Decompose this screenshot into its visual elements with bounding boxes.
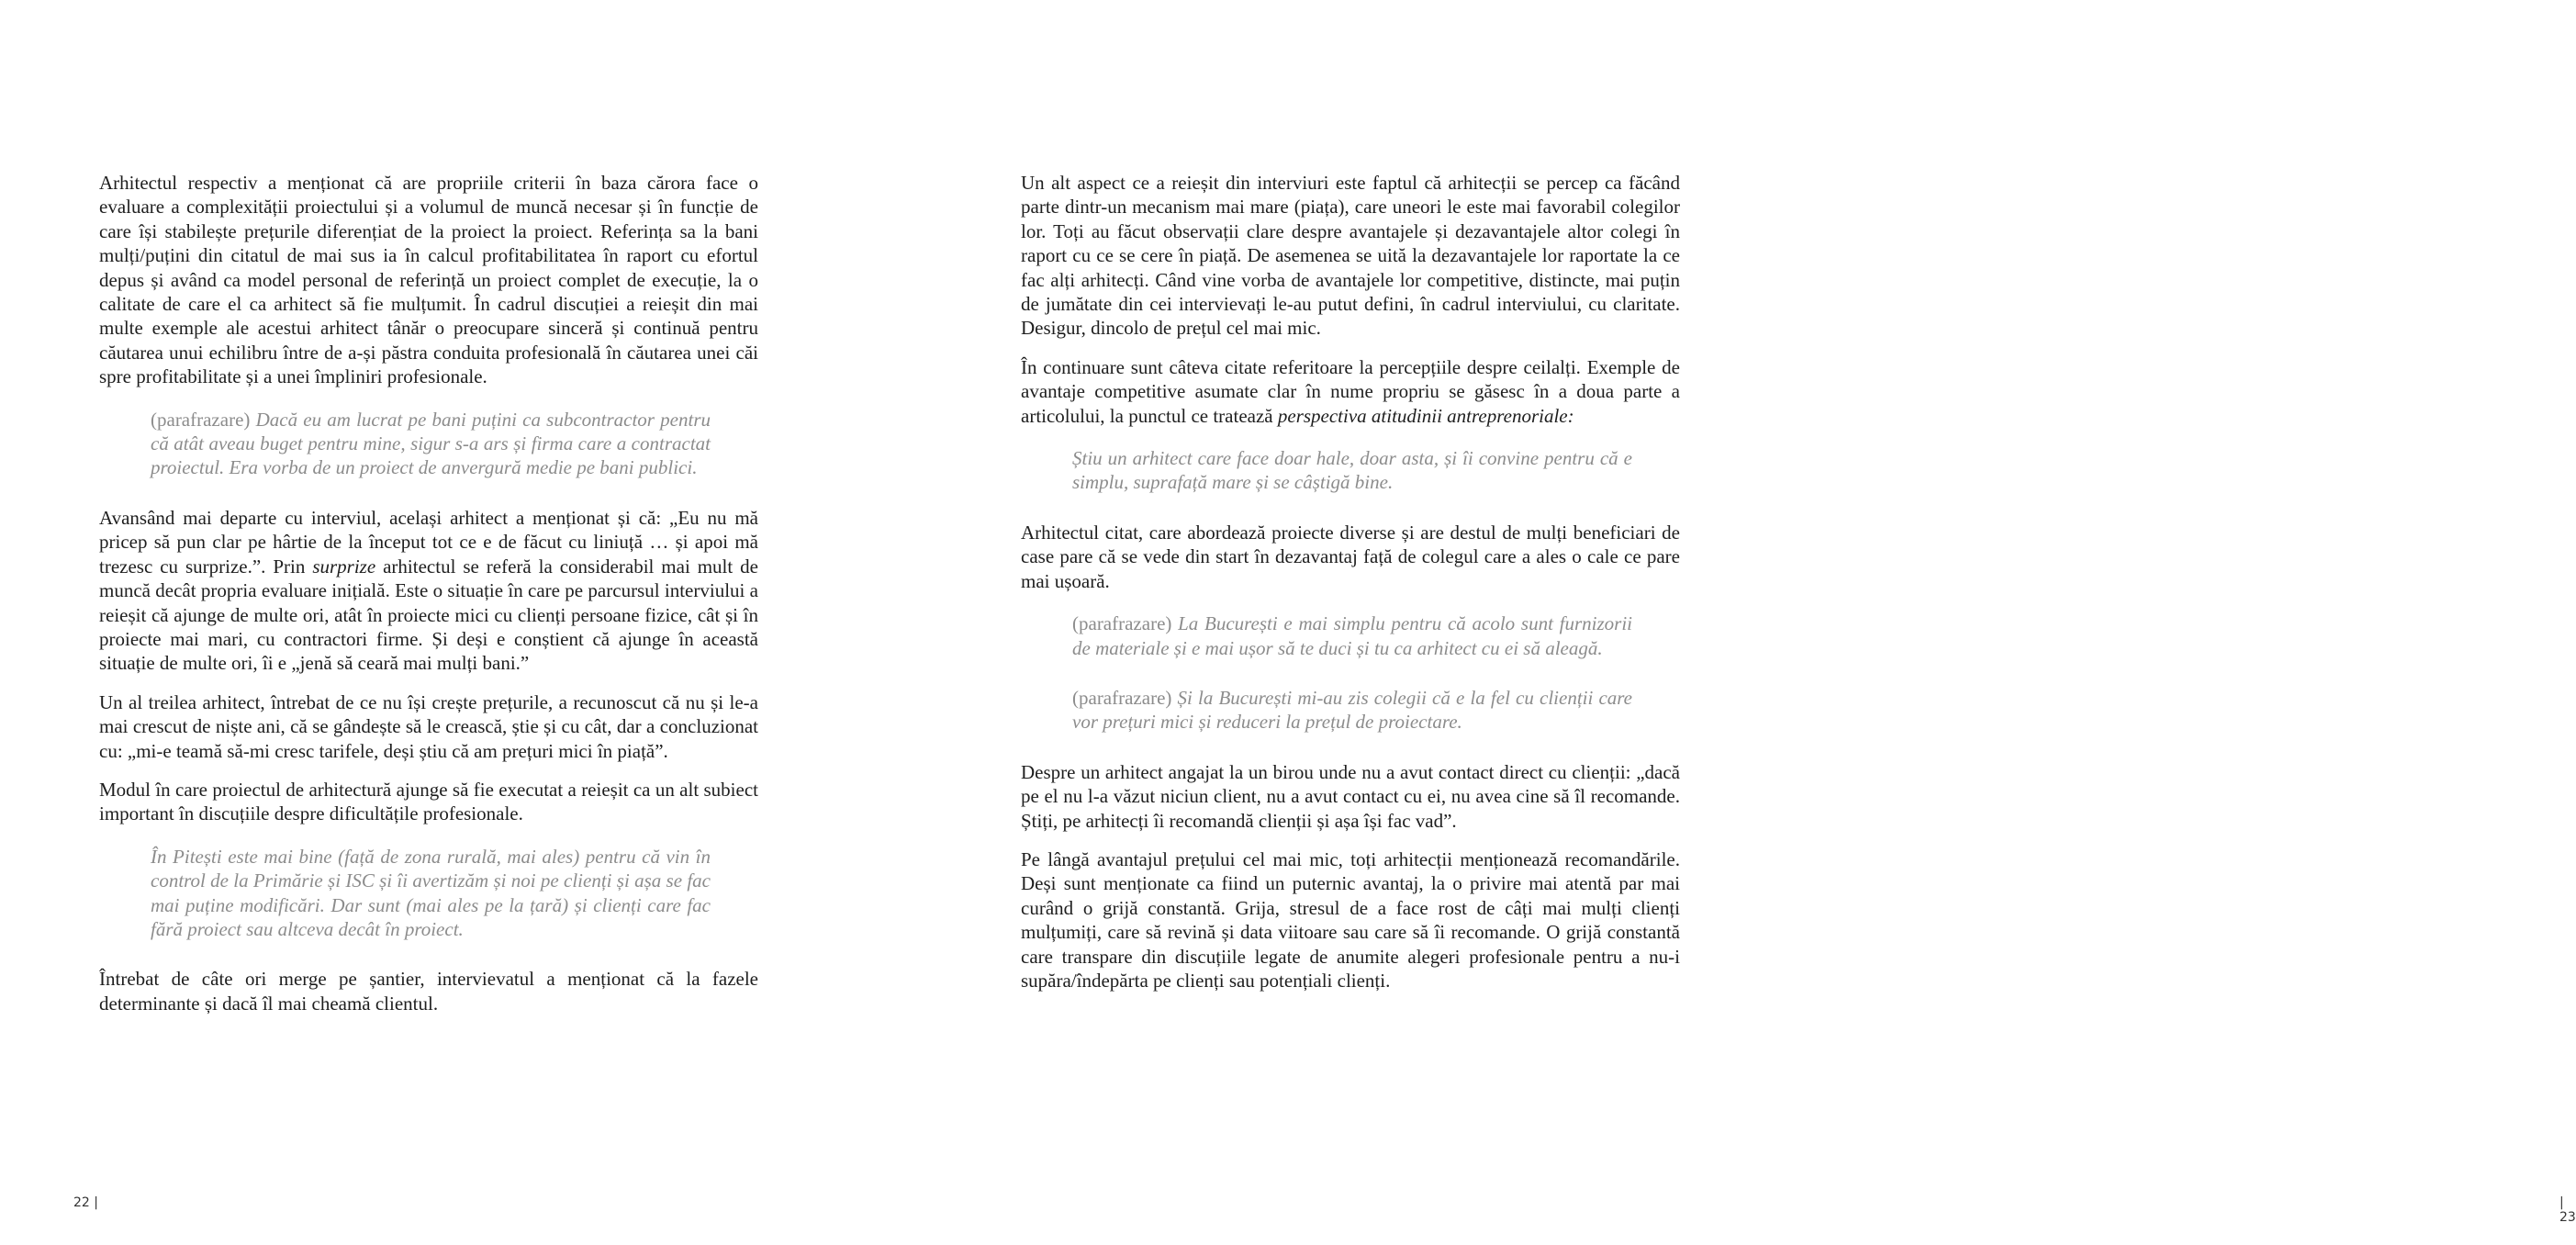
quote-text: Și la București mi-au zis colegii că e la fel cu clienții care vor prețuri mici și reduceri la prețul de proiectare. [1072, 686, 1633, 734]
block-quote [1072, 686, 1632, 735]
paragraph: Pe lângă avantajul prețului cel mai mic, toți arhitecții menționează recomandările. Deși sunt menționate ca fiind un puternic avantaj, la o privire mai atentă par mai curând o grijă constantă. Grija, stresul de a face rost de câți mai mulți clienți mulțumiți, care să revină și data viitoare sau care să îi recomande. O grijă constantă care transpare din discuțiile legate de anumite alegeri profesionale pentru a nu-i supăra/îndepărta pe clienți sau potențiali clienți. [1021, 847, 1680, 992]
paragraph: Întrebat de câte ori merge pe șantier, intervievatul a menționat că la fazele determinante și dacă îl mai cheamă clientul. [99, 968, 758, 1015]
left-page-text [99, 171, 758, 1030]
left-page [0, 0, 881, 1245]
page-number: 22 | [73, 1195, 98, 1210]
quote-label: (parafrazare) [1072, 686, 1178, 709]
block-quote [151, 845, 711, 942]
quote-text: Dacă eu am lucrat pe bani puțini ca subcontractor pentru că atât aveau buget pentru mine, sigur s-a ars și firma care a contractat proiectul. Era vorba de un proiect de anvergură medie pe bani publici. [151, 408, 711, 479]
emphasis: perspectiva atitudinii antreprenoriale: [1277, 404, 1574, 427]
block-quote [1072, 446, 1632, 495]
paragraph-text: arhitectul se referă la considerabil mai mult de muncă decât propria evaluare inițială. Este o situație în care pe parcursul interviului a reieșit că ajunge de multe ori, atât în proiecte mici cu clienți persoane fizice, cât și în proiecte mai mari, cu contractori firme. Și deși e conștient că ajunge în această situație de multe ori, îi e „jenă să ceară mai mulți bani.” [99, 555, 758, 675]
right-page-text [1021, 171, 1680, 1007]
quote-label: (parafrazare) [151, 408, 256, 431]
page-number: | 23 [2559, 1195, 2576, 1225]
paragraph: Un al treilea arhitect, întrebat de ce nu își crește prețurile, a recunoscut că nu și le-a mai crescut de niște ani, că se gândește să le crească, știe și cu cât, dar a concluzionat cu: „mi-e teamă să-mi cresc tarifele, deși știu că am prețuri mici în piață”. [99, 690, 758, 762]
paragraph: Arhitectul citat, care abordează proiecte diverse și are destul de mulți beneficiari de case pare că se vede din start în dezavantaj față de colegul care a ales o cale ce pare mai ușoară. [1021, 521, 1680, 592]
quote-text: În Pitești este mai bine (față de zona rurală, mai ales) pentru că vin în control de la Primărie și ISC și îi avertizăm și noi pe clienți și așa se fac mai puține modificări. Dar sunt (mai ales pe la țară) și clienți care fac fără proiect sau altceva decât în proiect. [151, 845, 711, 940]
emphasis: surprize [312, 555, 376, 578]
paragraph [99, 506, 758, 676]
block-quote [151, 408, 711, 480]
block-quote [1072, 611, 1632, 660]
quote-label: (parafrazare) [1072, 612, 1179, 635]
paragraph-text: Avansând mai departe cu interviul, același arhitect a menționat și că: „Eu nu mă pricep să pun clar pe hârtie de la început tot ce e de făcut cu liniuță … și apoi mă trezesc cu surprize.”. Prin [99, 506, 758, 578]
paragraph: Un alt aspect ce a reieșit din interviuri este faptul că arhitecții se percep ca făcând parte dintr-un mecanism mai mare (piața), care uneori le este mai favorabil colegilor lor. Toți au făcut observații clare despre avantajele și dezavantajele altor colegi în raport cu ce se cere în piață. De asemenea se uită la dezavantajele lor raportate la ce fac alți arhitecți. Când vine vorba de avantajele lor competitive, distincte, mai puțin de jumătate din cei intervievați le-au putut defini, în cadrul interviului, cu claritate. Desigur, dincolo de prețul cel mai mic. [1021, 172, 1680, 340]
quote-text: La București e mai simplu pentru că acolo sunt furnizorii de materiale și e mai ușor să te duci și tu ca arhitect cu ei să aleagă. [1072, 612, 1632, 659]
paragraph-text: În continuare sunt câteva citate referitoare la percepțiile despre ceilalți. Exemple de avantaje competitive asumate clar în nume propriu se găsesc în a doua parte a articolului, la punctul ce tratează [1021, 355, 1680, 427]
paragraph: Despre un arhitect angajat la un birou unde nu a avut contact direct cu clienții: „dacă pe el nu l-a văzut niciun client, nu a avut contact cu ei, nu avea cine să îl recomande. Știți, pe arhitecți îi recomandă clienții și așa își fac vad”. [1021, 760, 1680, 832]
quote-text: Știu un arhitect care face doar hale, doar asta, și îi convine pentru că e simplu, suprafață mare și se câștigă bine. [1072, 447, 1632, 494]
paragraph: Arhitectul respectiv a menționat că are propriile criterii în baza cărora face o evaluare a complexității proiectului și a volumul de muncă necesar și în funcție de care își stabilește prețurile diferențiat de la proiect la proiect. Referința sa la bani mulți/puțini din citatul de mai sus ia în calcul profitabilitatea în raport cu efortul depus și având ca model personal de referință un proiect complet de execuție, la o calitate de care el ca arhitect să fie mulțumit. În cadrul discuției a reieșit din mai multe exemple ale acestui arhitect tânăr o preocupare sinceră și continuă pentru căutarea unui echilibru între de a-și păstra conduita profesională în căutarea unei căi spre profitabilitate și a unei împliniri profesionale. [99, 172, 758, 388]
paragraph [1021, 355, 1680, 428]
right-page [881, 0, 2576, 1245]
paragraph: Modul în care proiectul de arhitectură ajunge să fie executat a reieșit ca un alt subiect important în discuțiile despre dificultățile profesionale. [99, 778, 758, 825]
